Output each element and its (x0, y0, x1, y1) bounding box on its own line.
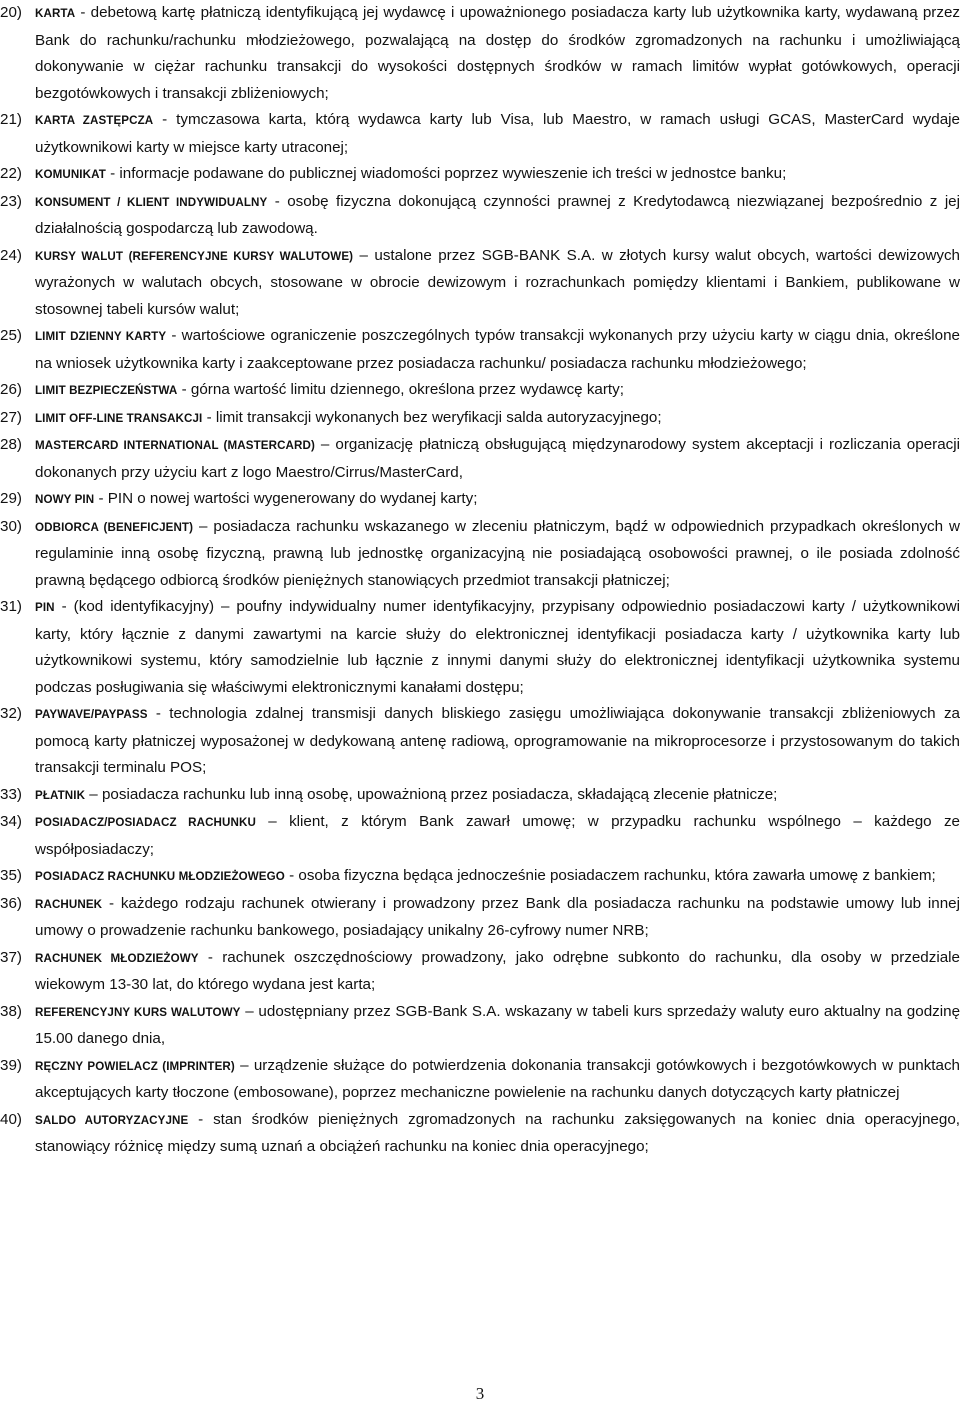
definition-text: - osobę fizyczna dokonującą czynności prawnej z Kredytodawcą niezwiązanej bezpośrednio z jej działalnością gospodarczą lub zawodową. (35, 192, 960, 237)
definition-number: 25) (0, 327, 22, 344)
definition-item (0, 486, 960, 514)
definition-text: – urządzenie służące do potwierdzenia dokonania transakcji gotówkowych i bezgotówkowych w punktach akceptujących karty tłoczone (embosowane), poprzez mechaniczne powielenie na rachunku danych dotyczących karty płatniczej (35, 1056, 960, 1101)
definition-number: 35) (0, 867, 22, 884)
definition-term: KURSY WALUT (REFERENCYJNE KURSY WALUTOWE) (35, 249, 354, 263)
definition-number: 39) (0, 1056, 22, 1074)
definition-item (0, 999, 960, 1053)
definition-text: - rachunek oszczędnościowy prowadzony, jako odrębne subkonto do rachunku, dla osoby w przedziale wiekowym 13-30 lat, do którego wydana jest karta; (35, 948, 960, 993)
definition-text: - wartościowe ograniczenie poszczególnych typów transakcji wykonanych przy użyciu karty w ciągu dnia, określone na wniosek użytkownika karty i zaakceptowane przez posiadacza rachunku/ posiadacza rachunku młodzieżowego; (35, 327, 960, 372)
definition-text: - debetową kartę płatniczą identyfikującą jej wydawcę i upoważnionego posiadacza karty lub użytkownika karty, wydawaną przez Bank do rachunku/rachunku młodzieżowego, pozwalającą na dostęp do środków zgromadzonych na rachunku i umożliwiającą dokonywanie w ciężar rachunku transakcji do wysokości dostępnych środków w ramach limitów wypłat gotówkowych, operacji bezgotówkowych i transakcji zbliżeniowych; (35, 4, 960, 102)
definition-item (0, 863, 960, 891)
definition-term: LIMIT BEZPIECZEŃSTWA (35, 384, 178, 397)
definition-term: REFERENCYJNY KURS WALUTOWY (35, 1005, 241, 1019)
definition-item (0, 0, 960, 107)
definition-number: 33) (0, 785, 22, 803)
definition-text: – ustalone przez SGB-BANK S.A. w złotych kursy walut obcych, wartości dewizowych wyrażonych w walutach obcych, stosowane w obrocie dewizowym i rozrachunkach pomiędzy klientami i Bankiem, publikowane w stosownej tabeli kursów walut; (35, 246, 960, 318)
definition-term: KOMUNIKAT (35, 168, 106, 181)
definition-text: - PIN o nowej wartości wygenerowany do wydanej karty; (94, 490, 478, 507)
definition-text: – organizację płatniczą obsługującą międzynarodowy system akceptacji i rozliczania operacji dokonanych przy użyciu kart z logo Maestro/Cirrus/MasterCard, (35, 436, 960, 481)
definition-text: - (kod identyfikacyjny) – poufny indywidualny numer identyfikacyjny, przypisany odpowiednio posiadaczowi karty / użytkownikowi karty, który łącznie z danymi zawartymi na karcie służy do elektronicznej identyfikacji posiadacza karty / użytkownika karty lub użytkownikowi systemu, który samodzielnie lub łącznie z innymi danymi służy do elektronicznej identyfikacji użytkownika systemu podczas posługiwania się właściwymi elektronicznymi kanałami dostępu; (35, 598, 960, 696)
definition-term: NOWY PIN (35, 493, 95, 506)
definition-term: KONSUMENT / KLIENT INDYWIDUALNY (35, 195, 268, 209)
definition-number: 22) (0, 165, 22, 182)
definition-text: – klient, z którym Bank zawarł umowę; w przypadku rachunku wspólnego – każdego ze współposiadaczy; (35, 813, 960, 858)
definition-item (0, 405, 960, 433)
definition-number: 27) (0, 408, 22, 426)
definition-number: 29) (0, 490, 22, 507)
definition-item (0, 594, 960, 701)
definition-text: - technologia zdalnej transmisji danych bliskiego zasięgu umożliwiająca dokonywanie transakcji zbliżeniowych za pomocą karty płatniczej wyposażonej w dedykowaną antenę radiową, oprogramowanie na mikroprocesorze i przystosowanym do takich transakcji terminalu POS; (35, 705, 960, 776)
definition-item (0, 432, 960, 486)
definition-term: ODBIORCA (BENEFICJENT) (35, 520, 194, 534)
definition-number: 26) (0, 381, 22, 398)
definition-text: – posiadacza rachunku lub inną osobę, upoważnioną przez posiadacza, składającą zlecenie płatnicze; (85, 785, 778, 803)
definition-term: KARTA ZASTĘPCZA (35, 114, 154, 127)
definition-term: RACHUNEK MŁODZIEŻOWY (35, 951, 199, 965)
definition-text: - górna wartość limitu dziennego, określona przez wydawcę karty; (177, 381, 624, 398)
definition-number: 40) (0, 1110, 22, 1128)
definition-term: POSIADACZ RACHUNKU MŁODZIEŻOWEGO (35, 870, 285, 883)
definition-term: SALDO AUTORYZACYJNE (35, 1113, 189, 1127)
definition-number: 28) (0, 436, 22, 453)
definition-text: – udostępniany przez SGB-Bank S.A. wskazany w tabeli kurs sprzedaży waluty euro aktualny na godzinę 15.00 danego dnia, (35, 1002, 960, 1047)
definition-term: PIN (35, 601, 55, 614)
definition-item (0, 1107, 960, 1161)
definition-text: - każdego rodzaju rachunek otwierany i prowadzony przez Bank dla posiadacza rachunku na podstawie umowy lub innej umowy o prowadzenie rachunku bankowego, posiadający unikalny 26-cyfrowy numer NRB; (35, 894, 960, 939)
definition-term: PŁATNIK (35, 788, 86, 802)
definition-number: 38) (0, 1002, 22, 1020)
definition-text: - tymczasowa karta, którą wydawca karty lub Visa, lub Maestro, w ramach usługi GCAS, MasterCard wydaje użytkownikowi karty w miejsce karty utraconej; (35, 111, 960, 156)
definition-number: 37) (0, 948, 22, 966)
definition-text: – posiadacza rachunku wskazanego w zleceniu płatniczym, bądź w odpowiednich przypadkach określonych w regulaminie inną osobę fizyczną, prawną lub jednostkę organizacyjną nie posiadającą osobowości prawnej, o ile posiada zdolność prawną będącego odbiorcą środków pieniężnych stanowiących przedmiot transakcji płatniczej; (35, 517, 960, 589)
definition-number: 34) (0, 813, 22, 830)
definition-number: 30) (0, 517, 22, 535)
definition-number: 23) (0, 192, 22, 210)
definition-item (0, 377, 960, 405)
definition-term: KARTA (35, 7, 76, 20)
definition-item (0, 1053, 960, 1107)
definition-term: RĘCZNY POWIELACZ (IMPRINTER) (35, 1059, 235, 1073)
definition-item (0, 514, 960, 595)
definition-item (0, 161, 960, 189)
definition-item (0, 243, 960, 324)
definition-item (0, 945, 960, 999)
definition-item (0, 189, 960, 243)
definition-item (0, 323, 960, 377)
definition-term: MASTERCARD INTERNATIONAL (MASTERCARD) (35, 439, 315, 452)
definition-term: PAYWAVE/PAYPASS (35, 708, 148, 721)
definition-number: 36) (0, 894, 22, 912)
definition-text: - informacje podawane do publicznej wiadomości poprzez wywieszenie ich treści w jednostce banku; (105, 165, 787, 182)
definition-item (0, 107, 960, 161)
definition-item (0, 809, 960, 863)
definition-number: 24) (0, 246, 22, 264)
definition-term: POSIADACZ/POSIADACZ RACHUNKU (35, 816, 256, 829)
definition-text: - stan środków pieniężnych zgromadzonych na rachunku zaksięgowanych na koniec dnia operacyjnego, stanowiący różnicę między sumą uznań a obciążeń rachunku na koniec dnia operacyjnego; (35, 1110, 960, 1155)
definition-number: 21) (0, 111, 22, 128)
definition-number: 20) (0, 4, 22, 21)
definition-term: LIMIT OFF-LINE TRANSAKCJI (35, 411, 203, 425)
definition-term: RACHUNEK (35, 897, 103, 911)
definition-number: 31) (0, 598, 22, 615)
definition-term: LIMIT DZIENNY KARTY (35, 330, 167, 343)
definition-number: 32) (0, 705, 22, 722)
page-number: 3 (475, 1384, 485, 1403)
definition-item (0, 782, 960, 810)
definition-text: - limit transakcji wykonanych bez weryfikacji salda autoryzacyjnego; (202, 408, 662, 426)
definition-item (0, 701, 960, 782)
definition-text: - osoba fizyczna będąca jednocześnie posiadaczem rachunku, która zawarła umowę z bankiem; (284, 867, 936, 884)
definition-item (0, 891, 960, 945)
